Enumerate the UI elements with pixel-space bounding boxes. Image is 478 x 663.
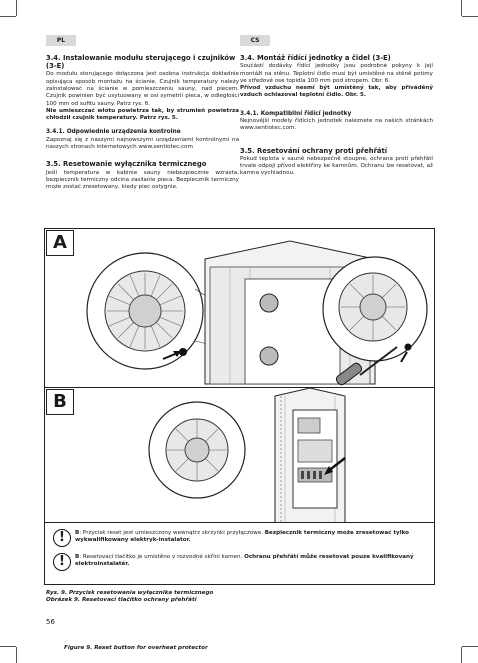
caption-pl: Rys. 9. Przycisk resetowania wyłącznika termicznego	[46, 590, 214, 596]
language-tab-cs: CS	[240, 35, 270, 46]
section-heading-3-4: 3.4. Instalowanie modułu sterującego i czujników (3-E)	[46, 54, 236, 71]
warning-paragraph: Přívod vzduchu nesmí být umístěný tak, aby přiváděný vzduch ochlazoval teplotní čidlo. Obr. 5.	[240, 85, 433, 99]
figure-caption	[46, 590, 213, 604]
paragraph: Jeśli temperatura w kabinie sauny niebezpiecznie wzrasta, bezpiecznik termiczny odcina zasilanie pieca. Bezpiecznik termiczny może zostać zresetowany, kiedy piec ostygnie.	[46, 169, 239, 191]
section-heading-3-4-1: 3.4.1. Kompatibilní řídící jednotky	[240, 110, 352, 117]
right-column	[240, 54, 433, 178]
crop-mark	[16, 0, 17, 16]
panel-a-illustration	[45, 229, 434, 389]
page-number: 56	[46, 618, 55, 626]
footer-caption-en: Figure 9. Reset button for overheat protector	[64, 645, 208, 651]
panel-b-illustration	[45, 388, 434, 523]
paragraph: Do modułu sterującego dołączona jest osobna instrukcja dokładnie opisująca sposób montażu na ścianie. Czujnik temperatury należy zainstalować na ścianie w pomieszczeniu sauny, nad piecem. Czujnik powinien być usytuowany w osi symetrii pieca, w odległości 100 mm od sufitu sauny. Patrz rys. 6.	[46, 71, 239, 107]
paragraph: Součástí dodávky řídící jednotky jsou podrobné pokyny k její montáži na stěnu. Teplotní čidlo musí být umístěné na stěně potimy ve středové ose topidla 100 mm pod stropem. Obr. 6.	[240, 63, 433, 84]
paragraph: Zapoznaj się z naszymi najnowszymi urządzeniami kontrolnymi na naszych stronach internetowych www.sentiotec.com	[46, 136, 239, 151]
warning-key: B	[75, 554, 80, 560]
figure-9	[44, 228, 435, 585]
crop-mark	[462, 16, 478, 17]
crop-mark	[461, 647, 462, 663]
panel-label-a: A	[46, 230, 74, 256]
warning-emphasis: Bezpiecznik termiczny może zresetować tylko wykwalifikowany elektryk-instalator.	[75, 530, 410, 544]
warning-icon: !	[53, 529, 71, 547]
crop-mark	[0, 16, 16, 17]
crop-mark	[462, 646, 478, 647]
section-heading-3-5: 3.5. Resetování ochrany proti přehřátí	[240, 146, 388, 155]
language-tab-pl: PL	[46, 35, 76, 46]
warning-paragraph: Nie umieszczać wlotu powietrza tak, by strumień powietrza chłodził czujnik temperatury. Patrz rys. 5.	[46, 107, 239, 122]
section-heading-3-5: 3.5. Resetowanie wyłącznika termicznego	[46, 160, 207, 169]
warning-text: : Przycisk reset jest umieszczony wewnątrz skrzynki przyłączowe.	[79, 530, 265, 536]
warning-text: : Resetovací tlačítko je umístěno v rozvodné skříni kamen.	[79, 554, 245, 560]
paragraph: Pokud teplota v sauně nebezpečně stoupne, ochrana proti přehřátí trvale odpojí přívod elektřiny ke kamnům. Ochranu lze resetovat, až kamna vychladnou.	[240, 155, 433, 177]
left-column	[46, 54, 239, 191]
panel-label-b: B	[46, 389, 74, 415]
panel-divider	[45, 522, 434, 523]
crop-mark	[0, 646, 16, 647]
paragraph: Nejnovější modely řídících jednotek naleznete na našich stránkách www.sentiotec.com.	[240, 117, 433, 132]
crop-mark	[461, 0, 462, 16]
section-heading-3-4-1: 3.4.1. Odpowiednie urządzenia kontrolne	[46, 129, 181, 136]
section-heading-3-4: 3.4. Montáž řídící jednotky a čidel (3-E)	[240, 54, 391, 62]
warning-emphasis: Ochranu přehřátí může resetovat pouze kvalifikovaný elektroinstalatér.	[75, 554, 414, 568]
caption-cs: Obrázek 9. Resetovací tlačítko ochrany přehřátí	[46, 597, 197, 603]
warning-note-pl	[75, 530, 430, 544]
warning-icon: !	[53, 553, 71, 571]
warning-key: B	[75, 530, 80, 536]
crop-mark	[16, 647, 17, 663]
warning-note-cs	[75, 554, 430, 568]
